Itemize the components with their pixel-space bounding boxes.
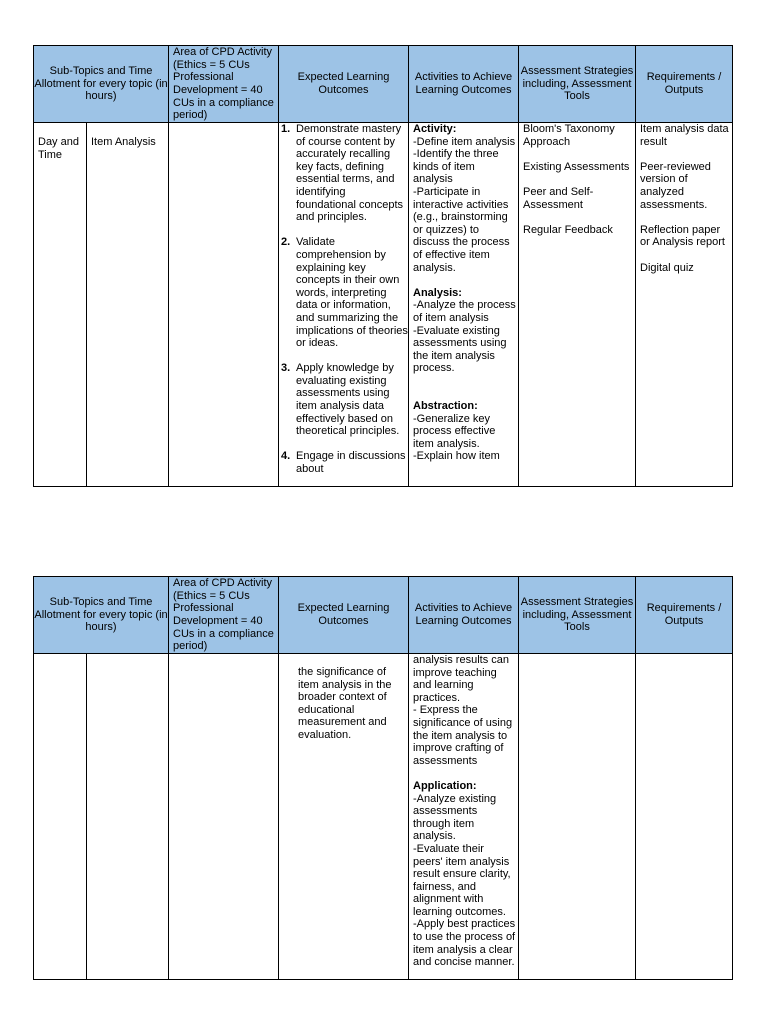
header-expected-outcomes: Expected Learning Outcomes (279, 46, 409, 123)
requirement-item: Reflection paper or Analysis report (640, 223, 725, 249)
outcome-number: 3. (281, 362, 291, 375)
header-requirements: Requirements / Outputs (636, 46, 733, 123)
outcomes-cell (279, 123, 409, 487)
activity-line: -Participate in interactive activities (e.g., brainstorming or quizzes) to discuss the process of effective item analysis. (413, 185, 510, 274)
activity-line: -Define item analysis (413, 135, 516, 148)
requirements-cell (636, 654, 733, 980)
outcome-text: Validate comprehension by explaining key concepts in their own words, interpreting data or information, and summarizing the implications of theories or ideas. (296, 236, 408, 350)
subtopic-cell (87, 123, 169, 487)
activity-heading: Activity: (413, 123, 457, 135)
list-item (281, 123, 408, 224)
application-line: -Analyze existing assessments through item analysis. (413, 792, 497, 843)
outcome-continued: the significance of item analysis in the broader context of educational measurement and evaluation. (298, 666, 392, 741)
application-line: -Apply best practices to use the process of item analysis a clear and concise manner. (413, 918, 516, 969)
header-cpd-area: Area of CPD Activity (Ethics = 5 CUs Professional Development = 40 CUs in a compliance period) (169, 577, 279, 654)
requirement-item: Item analysis data result (640, 123, 729, 148)
outcome-number: 4. (281, 450, 291, 463)
header-assessment: Assessment Strategies including, Assessment Tools (519, 46, 636, 123)
cpd-area-cell (169, 654, 279, 980)
list-item (281, 236, 408, 349)
day-time-cell (34, 123, 87, 487)
header-expected-outcomes: Expected Learning Outcomes (279, 577, 409, 654)
header-subtopics: Sub-Topics and Time Allotment for every topic (in hours) (34, 577, 169, 654)
header-activities: Activities to Achieve Learning Outcomes (409, 577, 519, 654)
subtopic-text: Item Analysis (91, 136, 156, 148)
outcome-number: 1. (281, 123, 291, 135)
table-header-row (34, 577, 733, 654)
outcome-number: 2. (281, 236, 291, 249)
requirement-item: Digital quiz (640, 261, 694, 274)
activities-content (409, 123, 518, 463)
outcomes-cell (279, 654, 409, 980)
syllabus-table-1 (33, 45, 733, 487)
abstraction-line: -Explain how item (413, 450, 500, 463)
table-row (34, 123, 733, 487)
activity-line: -Identify the three kinds of item analysis (413, 148, 499, 186)
application-heading: Application: (413, 779, 477, 792)
outcome-text: Demonstrate mastery of course content by accurately recalling key facts, defining essential terms, and identifying foundational concepts and principles. (296, 123, 404, 224)
header-requirements: Requirements / Outputs (636, 577, 733, 654)
activities-cell (409, 123, 519, 487)
abstraction-heading: Abstraction: (413, 400, 478, 413)
assessment-cell (519, 123, 636, 487)
assessment-item: Existing Assessments (523, 160, 630, 173)
outcomes-list (279, 123, 408, 476)
requirements-content (636, 123, 732, 274)
header-subtopics: Sub-Topics and Time Allotment for every topic (in hours) (34, 46, 169, 123)
header-activities: Activities to Achieve Learning Outcomes (409, 46, 519, 123)
activities-content (409, 654, 518, 969)
analysis-heading: Analysis: (413, 286, 462, 299)
day-time-text: Day and Time (38, 136, 79, 161)
assessment-content (519, 123, 635, 236)
assessment-item: Bloom's Taxonomy Approach (523, 123, 615, 148)
list-item (281, 450, 408, 475)
header-cpd-area: Area of CPD Activity (Ethics = 5 CUs Professional Development = 40 CUs in a compliance period) (169, 46, 279, 123)
assessment-cell (519, 654, 636, 980)
table-header-row (34, 46, 733, 123)
list-item (281, 362, 408, 438)
table-row (34, 654, 733, 980)
activities-cell (409, 654, 519, 980)
application-line: -Evaluate their peers' item analysis result ensure clarity, fairness, and alignment with learning outcomes. (413, 842, 511, 918)
abstraction-line: analysis results can improve teaching and learning practices. (413, 654, 509, 704)
assessment-item: Regular Feedback (523, 223, 613, 236)
outcome-text: Engage in discussions about (296, 450, 406, 476)
outcome-text: Apply knowledge by evaluating existing assessments using item analysis data effectively based on theoretical principles. (296, 362, 400, 438)
assessment-item: Peer and Self-Assessment (523, 185, 594, 211)
abstraction-line: - Express the significance of using the item analysis to improve crafting of assessments (413, 704, 513, 767)
cpd-area-cell (169, 123, 279, 487)
analysis-line: -Analyze the process of item analysis (413, 299, 516, 324)
subtopic-cell (87, 654, 169, 980)
day-time-cell (34, 654, 87, 980)
analysis-line: -Evaluate existing assessments using the item analysis process. (413, 324, 507, 375)
syllabus-table-2 (33, 576, 733, 980)
header-assessment: Assessment Strategies including, Assessment Tools (519, 577, 636, 654)
abstraction-line: -Generalize key process effective item analysis. (413, 412, 496, 450)
requirements-cell (636, 123, 733, 487)
requirement-item: Peer-reviewed version of analyzed assessments. (640, 160, 711, 211)
